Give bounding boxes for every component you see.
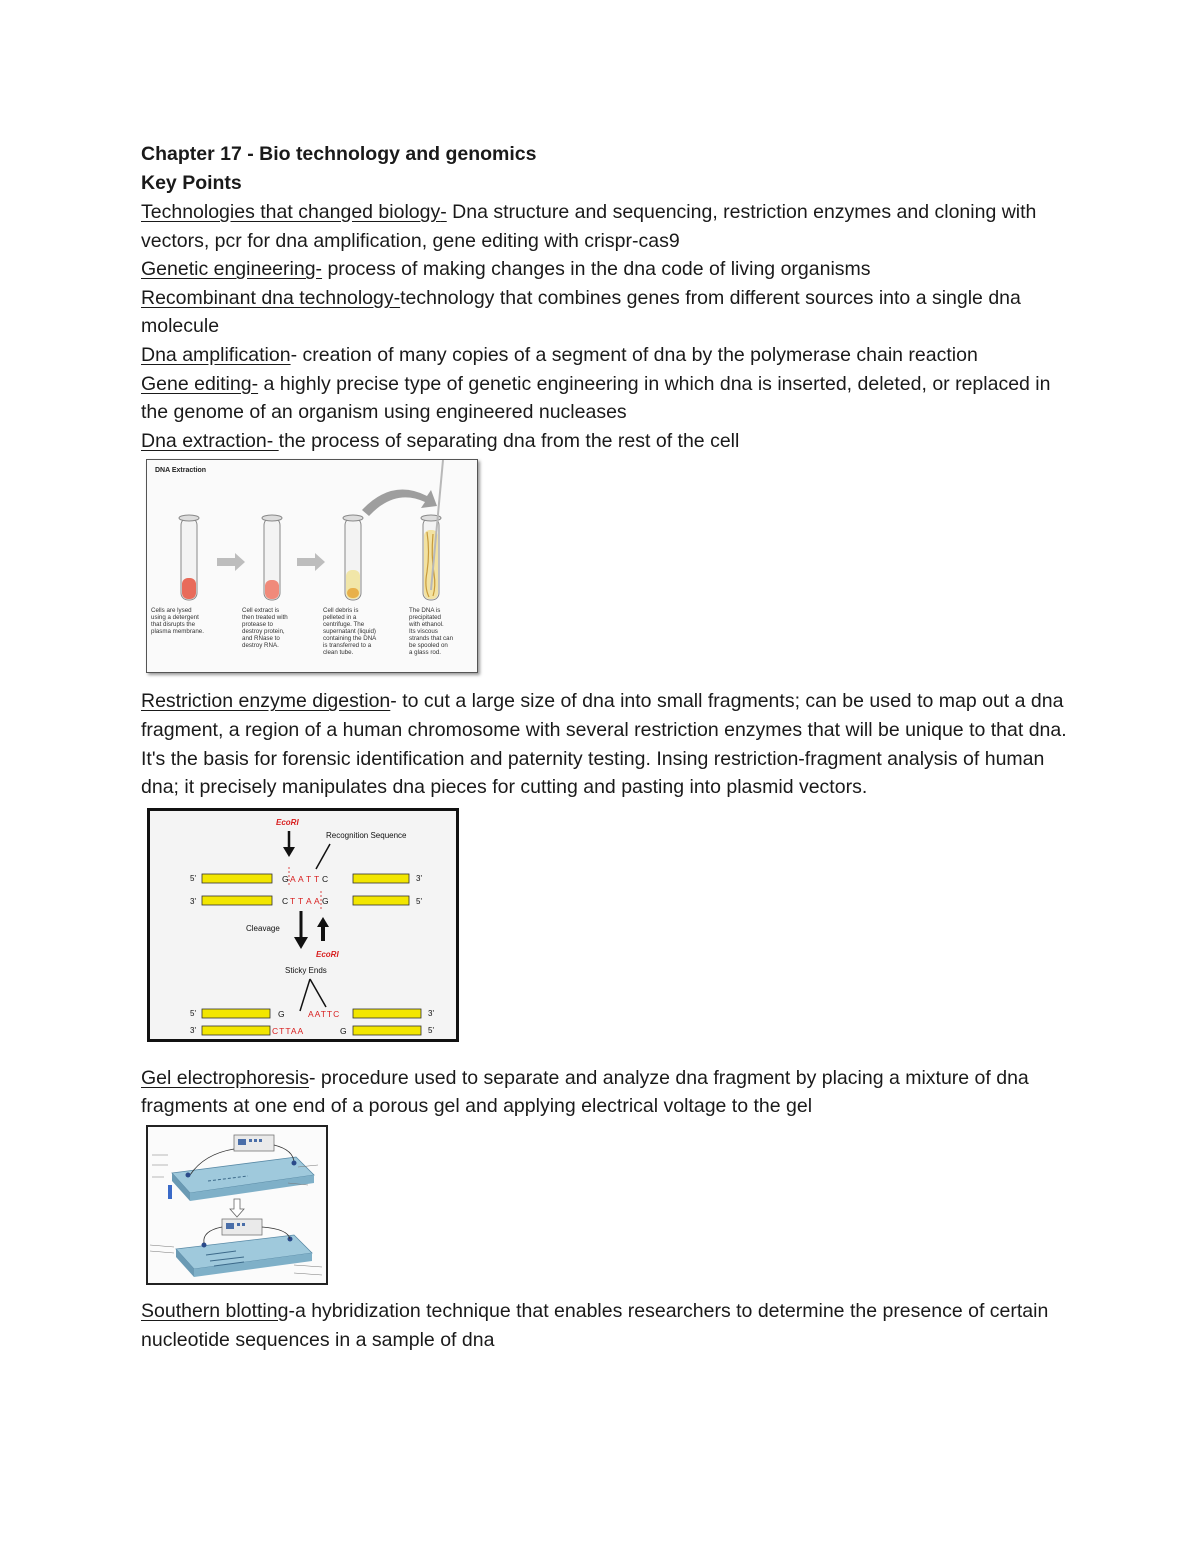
sticky-ends-label: Sticky Ends: [285, 965, 327, 975]
caption-3-line-2: pelleted in a: [323, 614, 357, 622]
seq-top-0: G: [282, 873, 289, 884]
cut-top-left-seq: G: [278, 1008, 285, 1019]
cut-strand-top-left: [202, 1009, 270, 1018]
caption-3-line-1: Cell debris is: [323, 607, 359, 615]
chapter-title: Chapter 17 - Bio technology and genomics: [141, 143, 537, 165]
gel-electrophoresis-diagram: [148, 1127, 326, 1283]
entry-gel: [141, 1064, 1071, 1121]
caption-3-line-4: supernatant (liquid): [323, 628, 376, 636]
gel-electrophoresis-figure: [146, 1125, 328, 1285]
cut-top-right-seq: AATTC: [308, 1008, 341, 1019]
definition-gel: - procedure used to separate and analyze dna fragment by placing a mixture of dna fragments at one end of a porous gel and applying electrical voltage to the gel: [141, 1066, 1029, 1118]
strand-top-right: [353, 874, 409, 883]
definition-restriction: - to cut a large size of dna into small fragments; can be used to map out a dna fragment, a region of a human chromosome with several restriction enzymes that will be unique to that dna. It's the basis for forensic identification and paternity testing. Insing restriction-fragment analysis of human dna; it precisely manipulates dna pieces for cutting and pasting into plasmid vectors.: [141, 690, 1067, 799]
caption-2-line-3: protease to: [242, 621, 273, 629]
caption-2-line-1: Cell extract is: [242, 607, 280, 615]
enzyme-label-top: EcoRI: [276, 817, 299, 827]
seq-top-4: T: [314, 873, 320, 884]
caption-1-line-1: Cells are lysed: [151, 607, 192, 615]
term-technologies: Technologies that changed biology: [141, 201, 441, 223]
cut-strand-bottom-right: [353, 1026, 421, 1035]
caption-4-line-5: strands that can: [409, 635, 454, 643]
seq-top-3: T: [306, 873, 312, 884]
strand-bottom-right: [353, 896, 409, 905]
entry-amplification: [141, 341, 1071, 370]
caption-4-line-2: precipitated: [409, 614, 441, 622]
seq-bottom-5: G: [322, 895, 329, 906]
caption-2-line-5: and RNase to: [242, 635, 280, 643]
caption-4-line-6: be spooled on: [409, 642, 448, 650]
caption-1-line-2: using a detergent: [151, 614, 199, 622]
caption-4-line-4: Its viscous: [409, 628, 438, 636]
label-3-top-right: 3': [416, 873, 422, 883]
entry-technologies: [141, 198, 1071, 255]
definition-gene-editing: a highly precise type of genetic engineering in which dna is inserted, deleted, or replaced in the genome of an organism using engineered nucleases: [141, 372, 1051, 424]
recognition-label: Recognition Sequence: [326, 830, 407, 840]
document-content: [141, 140, 1071, 1354]
term-southern: Southern blotting: [141, 1299, 289, 1322]
cut-strand-bottom-left: [202, 1026, 270, 1035]
term-extraction: Dna extraction-: [141, 429, 279, 452]
tube-3: [343, 515, 363, 600]
term-recombinant: Recombinant dna technology-: [141, 286, 401, 309]
cut-bottom-left-seq: CTTAA: [272, 1025, 305, 1036]
extraction-title: DNA Extraction: [155, 467, 207, 475]
dna-extraction-figure: [146, 459, 478, 673]
key-points-heading: Key Points: [141, 172, 242, 194]
caption-3-line-6: is transferred to a: [323, 642, 372, 650]
label-5-cut-top-left: 5': [190, 1008, 196, 1018]
definition-southern: -a hybridization technique that enables researchers to determine the presence of certain nucleotide sequences in a sample of dna: [141, 1299, 1049, 1351]
definition-technologies: Dna structure and sequencing, restriction enzymes and cloning with vectors, pcr for dna amplification, gene editing with crispr-cas9: [141, 201, 1037, 252]
tube-2: [262, 515, 282, 600]
seq-bottom-2: T: [298, 895, 304, 906]
caption-3-line-7: clean tube.: [323, 649, 354, 657]
caption-2-line-2: then treated with: [242, 614, 288, 622]
tube-1: [179, 515, 199, 600]
restriction-enzyme-diagram: [150, 811, 456, 1039]
definition-extraction: the process of separating dna from the rest of the cell: [278, 429, 740, 452]
caption-4-line-3: with ethanol.: [409, 621, 444, 629]
label-5-top-left: 5': [190, 873, 196, 883]
seq-bottom-3: A: [306, 895, 312, 906]
entry-extraction: [141, 427, 1071, 456]
dna-extraction-diagram: [147, 460, 477, 672]
cleavage-label: Cleavage: [246, 923, 280, 933]
definition-amplification: - creation of many copies of a segment of dna by the polymerase chain reaction: [290, 343, 978, 366]
term-genetic-engineering: Genetic engineering-: [141, 258, 323, 281]
entry-restriction: [141, 687, 1071, 801]
caption-1-line-3: that disrupts the: [151, 621, 196, 629]
label-5-cut-bottom-right: 5': [428, 1025, 434, 1035]
caption-3-line-5: containing the DNA: [323, 635, 377, 643]
definition-recombinant: technology that combines genes from different sources into a single dna molecule: [141, 286, 1021, 338]
seq-top-2: A: [298, 873, 304, 884]
enzyme-label-bottom: EcoRI: [316, 949, 339, 959]
term-technologies-sep: -: [440, 201, 447, 223]
entry-southern: [141, 1297, 1071, 1354]
term-amplification: Dna amplification: [141, 343, 291, 366]
label-3-bottom-left: 3': [190, 896, 196, 906]
label-3-cut-bottom-left: 3': [190, 1025, 196, 1035]
seq-bottom-4: A: [314, 895, 320, 906]
entry-gene-editing: [141, 370, 1071, 427]
caption-4-line-7: a glass rod.: [409, 649, 441, 657]
caption-4-line-1: The DNA is: [409, 607, 441, 615]
caption-2-line-4: destroy protein,: [242, 628, 285, 636]
restriction-enzyme-figure: [147, 808, 459, 1042]
seq-bottom-0: C: [282, 895, 289, 906]
caption-1-line-4: plasma membrane.: [151, 628, 204, 636]
caption-2-line-6: destroy RNA.: [242, 642, 279, 650]
term-gel: Gel electrophoresis: [141, 1066, 309, 1089]
strand-bottom-left: [202, 896, 272, 905]
label-5-bottom-right: 5': [416, 896, 422, 906]
strand-top-left: [202, 874, 272, 883]
seq-top-1: A: [290, 873, 296, 884]
caption-3-line-3: centrifuge. The: [323, 621, 365, 629]
definition-genetic-engineering: process of making changes in the dna code of living organisms: [322, 258, 871, 281]
term-restriction: Restriction enzyme digestion: [141, 690, 391, 713]
seq-bottom-1: T: [290, 895, 296, 906]
cut-bottom-right-seq: G: [340, 1025, 347, 1036]
entry-genetic-engineering: [141, 255, 1071, 284]
cut-strand-top-right: [353, 1009, 421, 1018]
entry-recombinant: [141, 284, 1071, 341]
seq-top-5: C: [322, 873, 329, 884]
term-gene-editing: Gene editing-: [141, 372, 259, 395]
label-3-cut-top-right: 3': [428, 1008, 434, 1018]
